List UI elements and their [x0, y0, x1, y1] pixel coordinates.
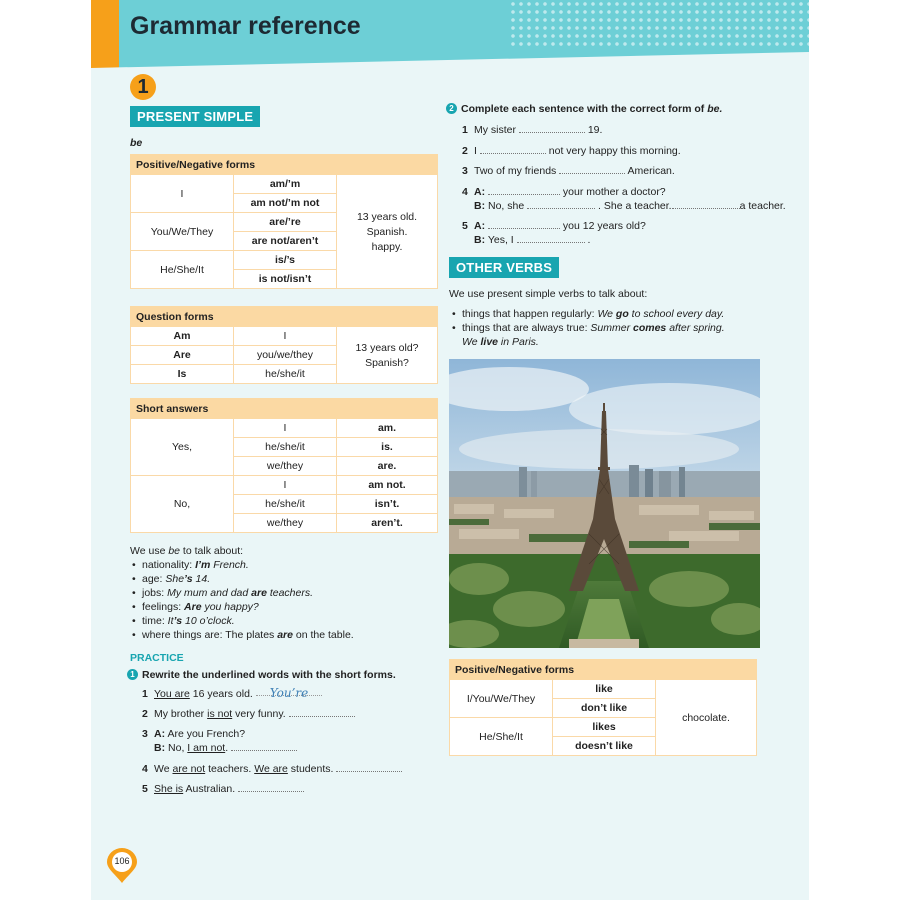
item-text: students.: [287, 763, 334, 775]
short-verb-cell: am not.: [337, 476, 438, 495]
question-verb-cell: Is: [131, 365, 234, 384]
section-heading-present-simple: PRESENT SIMPLE: [130, 106, 260, 127]
speaker-a: A:: [474, 186, 486, 198]
usage-bold: go: [615, 308, 629, 320]
instruction-text: Rewrite the underlined words with the short forms.: [142, 669, 396, 681]
posneg-table: [130, 154, 438, 289]
orange-strip: [91, 0, 119, 68]
usage-label: age:: [142, 573, 166, 585]
answer-line[interactable]: [238, 782, 304, 792]
usage-bold: ’s: [184, 573, 193, 585]
form-cell: am not/’m not: [234, 194, 337, 213]
item-number: 2: [462, 145, 468, 157]
question-subject-cell: I: [234, 327, 337, 346]
instruction-text: Complete each sentence with the correct form of: [461, 103, 708, 115]
complement-cell: [337, 175, 438, 289]
exercise-1-item-3: [142, 727, 297, 755]
form-cell: doesn’t like: [553, 737, 656, 756]
unit-number-badge: 1: [130, 74, 156, 100]
complement-cell: chocolate.: [656, 680, 757, 756]
exercise-1-instruction: [127, 669, 396, 681]
usage-label: nationality:: [142, 559, 196, 571]
usage-bold: are: [251, 587, 267, 599]
posneg-header: Positive/Negative forms: [131, 155, 438, 175]
page-number: 106: [114, 856, 130, 866]
speaker-a: A:: [474, 220, 486, 232]
complement-line: happy.: [371, 240, 403, 253]
section-heading-other-verbs: OTHER VERBS: [449, 257, 559, 278]
usage-example: Summer: [590, 322, 633, 334]
exercise-1-item-5: [142, 782, 304, 796]
usage-bold: I’m: [195, 559, 211, 571]
short-verb-cell: am.: [337, 419, 438, 438]
item-text: No, she: [485, 200, 528, 212]
answer-line[interactable]: [231, 741, 297, 751]
form-cell: is/’s: [234, 251, 337, 270]
usage-example: My mum and dad: [167, 587, 252, 599]
short-answers-table: [130, 398, 438, 533]
usage-intro-text: to talk about:: [180, 545, 244, 557]
usage-item: [142, 572, 440, 586]
form-cell: likes: [553, 718, 656, 737]
question-subject-cell: you/we/they: [234, 346, 337, 365]
speaker-b: B:: [474, 200, 486, 212]
item-number: 3: [142, 728, 148, 740]
short-subject-cell: he/she/it: [234, 438, 337, 457]
item-number: 1: [462, 124, 468, 136]
underlined-words: We are: [254, 763, 288, 775]
item-text: your mother a doctor?: [560, 186, 666, 198]
item-text: you 12 years old?: [560, 220, 646, 232]
item-text: My sister: [474, 124, 519, 136]
speaker-b: B:: [154, 742, 166, 754]
item-number: 3: [462, 165, 468, 177]
location-pin-icon: [106, 848, 138, 884]
complement-line: Spanish.: [366, 225, 408, 238]
item-text: We: [154, 763, 173, 775]
usage-example: to school every day.: [628, 308, 725, 320]
complement-line: 13 years old?: [355, 341, 419, 354]
exercise-2-item-3: [462, 164, 675, 178]
answer-line[interactable]: [517, 233, 585, 243]
usage-item: [142, 614, 440, 628]
form-cell: am/’m: [234, 175, 337, 194]
form-cell: are not/aren’t: [234, 232, 337, 251]
short-subject-cell: I: [234, 476, 337, 495]
usage-item: [142, 586, 440, 600]
underlined-words: is not: [207, 708, 233, 720]
usage-label: jobs:: [142, 587, 168, 599]
exercise-2-item-5: [462, 219, 646, 247]
question-verb-cell: Are: [131, 346, 234, 365]
exercise-number-badge: 2: [446, 103, 457, 114]
answer-line[interactable]: [488, 219, 560, 229]
usage-label: things that happen regularly:: [462, 308, 598, 320]
answer-line[interactable]: [519, 123, 585, 133]
form-cell: are/’re: [234, 213, 337, 232]
short-subject-cell: we/they: [234, 457, 337, 476]
item-text: American.: [625, 165, 675, 177]
usage-bold: live: [480, 336, 498, 348]
item-text: . She: [595, 200, 626, 212]
item-text: Two of my friends: [474, 165, 560, 177]
item-text: My brother: [154, 708, 208, 720]
item-text: .: [225, 742, 229, 754]
short-answers-header: Short answers: [131, 399, 438, 419]
item-text: Australian.: [183, 783, 236, 795]
item-number: 4: [462, 186, 468, 198]
question-subject-cell: he/she/it: [234, 365, 337, 384]
subject-cell: I: [131, 175, 234, 213]
usage-bold: Are: [184, 601, 202, 613]
other-verbs-intro: We use present simple verbs to talk about:: [449, 288, 648, 300]
item-number: 4: [142, 763, 148, 775]
usage-example: 10 o’clock.: [182, 615, 235, 627]
banner-dot-pattern: [509, 0, 809, 48]
answer-line[interactable]: [480, 144, 546, 154]
exercise-2-item-4: [462, 185, 786, 213]
short-subject-cell: he/she/it: [234, 495, 337, 514]
item-text: No,: [168, 742, 188, 754]
short-subject-cell: we/they: [234, 514, 337, 533]
usage-bold: comes: [633, 322, 667, 334]
page: [91, 0, 809, 900]
usage-example: We: [462, 336, 481, 348]
item-text: not very happy this morning.: [545, 145, 681, 157]
form-cell: is not/isn’t: [234, 270, 337, 289]
usage-example: teachers.: [266, 587, 314, 599]
other-verbs-item: [462, 321, 772, 349]
exercise-1-item-2: [142, 707, 355, 721]
item-text: Are you French?: [167, 728, 246, 740]
usage-bold: are: [277, 629, 293, 641]
yes-cell: Yes,: [131, 419, 234, 476]
underlined-words: She is: [154, 783, 184, 795]
form-cell: don’t like: [553, 699, 656, 718]
question-verb-cell: Am: [131, 327, 234, 346]
other-verbs-table: [449, 659, 757, 756]
usage-example: you happy?: [201, 601, 259, 613]
instruction-verb: be.: [707, 103, 723, 115]
exercise-2-instruction: [446, 103, 722, 115]
complement-line: Spanish?: [365, 356, 409, 369]
item-text: a teacher.: [739, 200, 786, 212]
underlined-words: I am not: [187, 742, 226, 754]
practice-heading: PRACTICE: [130, 652, 184, 664]
usage-label: time:: [142, 615, 168, 627]
exercise-1-item-4: [142, 762, 402, 776]
answer-line[interactable]: [488, 185, 560, 195]
item-text: a teacher.: [625, 200, 672, 212]
item-text: 19.: [584, 124, 603, 136]
usage-label: where things are: The plates: [142, 629, 278, 641]
answer-line[interactable]: [527, 199, 595, 209]
be-usage: [130, 544, 440, 642]
usage-example: after spring.: [666, 322, 725, 334]
answer-line[interactable]: [672, 199, 740, 209]
subject-cell: You/We/They: [131, 213, 234, 251]
underlined-words: are not: [172, 763, 206, 775]
short-verb-cell: isn’t.: [337, 495, 438, 514]
answer-line[interactable]: [559, 164, 625, 174]
usage-list: [142, 558, 440, 642]
item-text: .: [584, 234, 591, 246]
usage-example: It: [167, 615, 174, 627]
usage-example: French.: [210, 559, 249, 571]
item-number: 1: [142, 688, 148, 700]
usage-intro-text: We use: [130, 545, 169, 557]
item-text: very funny.: [232, 708, 286, 720]
usage-example: We: [597, 308, 616, 320]
item-number: 5: [142, 783, 148, 795]
other-verbs-usage: [462, 307, 772, 349]
usage-bold: ’s: [173, 615, 183, 627]
question-forms-table: [130, 306, 438, 384]
usage-intro-verb: be: [168, 545, 181, 557]
speaker-b: B:: [474, 234, 486, 246]
exercise-number-badge: 1: [127, 669, 138, 680]
usage-item: [142, 628, 440, 642]
subject-cell: He/She/It: [450, 718, 553, 756]
underlined-words: You are: [154, 688, 190, 700]
usage-item: [142, 558, 440, 572]
item-number: 5: [462, 220, 468, 232]
item-number: 2: [142, 708, 148, 720]
short-verb-cell: are.: [337, 457, 438, 476]
exercise-1-item-1: [142, 686, 322, 701]
usage-example: She: [165, 573, 185, 585]
form-cell: like: [553, 680, 656, 699]
eiffel-tower-photo: [449, 359, 760, 648]
eiffel-tower-illustration: [449, 359, 760, 648]
other-verbs-item: [462, 307, 772, 321]
answer-line[interactable]: [289, 707, 355, 717]
usage-label: feelings:: [142, 601, 185, 613]
usage-example: in Paris.: [498, 336, 539, 348]
usage-label: things that are always true:: [462, 322, 591, 334]
exercise-2-item-2: [462, 144, 681, 158]
other-verbs-list: [462, 307, 772, 349]
exercise-2-item-1: [462, 123, 602, 137]
short-verb-cell: aren’t.: [337, 514, 438, 533]
usage-example: on the table.: [292, 629, 354, 641]
question-complement-cell: [337, 327, 438, 384]
item-text: Yes, I: [485, 234, 517, 246]
subject-cell: I/You/We/They: [450, 680, 553, 718]
complement-line: 13 years old.: [356, 210, 418, 223]
verb-label-be: be: [130, 137, 143, 149]
page-title: Grammar reference: [130, 12, 361, 40]
no-cell: No,: [131, 476, 234, 533]
usage-intro: [130, 544, 440, 558]
handwritten-answer: You’re: [269, 686, 309, 700]
answer-line[interactable]: [336, 762, 402, 772]
usage-example: 14.: [192, 573, 211, 585]
item-text: teachers.: [205, 763, 255, 775]
other-verbs-table-header: Positive/Negative forms: [450, 660, 757, 680]
short-subject-cell: I: [234, 419, 337, 438]
speaker-a: A:: [154, 728, 166, 740]
usage-item: [142, 600, 440, 614]
question-forms-header: Question forms: [131, 307, 438, 327]
item-text: 16 years old.: [189, 688, 253, 700]
answer-line[interactable]: [256, 686, 322, 700]
short-verb-cell: is.: [337, 438, 438, 457]
subject-cell: He/She/It: [131, 251, 234, 289]
item-text: I: [474, 145, 480, 157]
page-number-badge: [106, 848, 138, 880]
